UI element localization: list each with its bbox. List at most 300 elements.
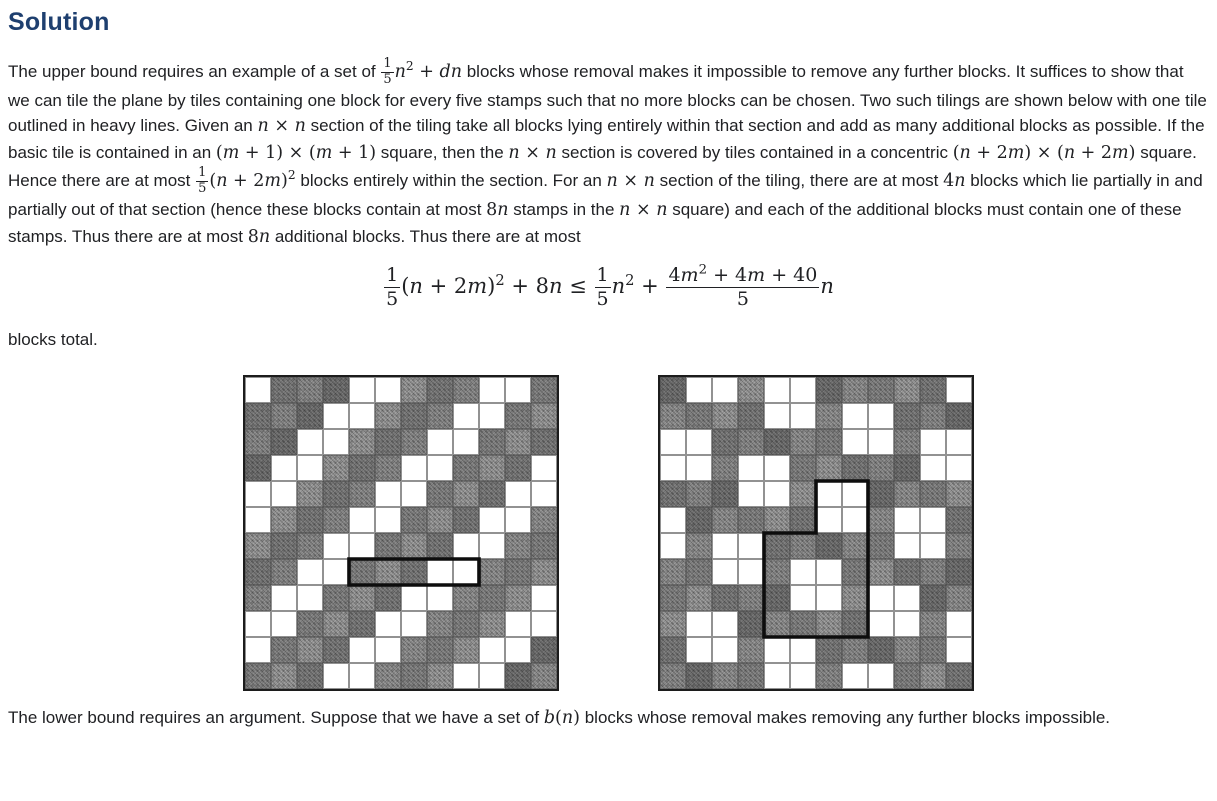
stamp-cell-white xyxy=(790,585,816,611)
stamp-cell-shaded xyxy=(946,533,972,559)
stamp-cell-shaded xyxy=(427,377,453,403)
stamp-cell-white xyxy=(686,377,712,403)
stamp-cell-white xyxy=(946,637,972,663)
stamp-cell-shaded xyxy=(660,663,686,689)
stamp-cell-shaded xyxy=(738,611,764,637)
stamp-cell-white xyxy=(427,585,453,611)
stamp-cell-white xyxy=(323,663,349,689)
stamp-cell-shaded xyxy=(245,455,271,481)
stamp-cell-white xyxy=(323,533,349,559)
stamp-cell-shaded xyxy=(894,403,920,429)
stamp-cell-shaded xyxy=(764,585,790,611)
stamp-cell-shaded xyxy=(764,611,790,637)
tiling-figures xyxy=(8,375,1209,691)
stamp-cell-shaded xyxy=(453,637,479,663)
stamp-cell-shaded xyxy=(790,533,816,559)
stamp-cell-shaded xyxy=(894,481,920,507)
stamp-cell-white xyxy=(712,559,738,585)
stamp-cell-shaded xyxy=(323,585,349,611)
stamp-cell-white xyxy=(297,559,323,585)
stamp-cell-white xyxy=(946,429,972,455)
stamp-cell-white xyxy=(764,637,790,663)
stamp-cell-shaded xyxy=(297,377,323,403)
stamp-cell-white xyxy=(505,377,531,403)
fraction: $\frac{1}{5}$ xyxy=(596,264,609,311)
stamp-cell-shaded xyxy=(764,507,790,533)
stamp-cell-shaded xyxy=(660,637,686,663)
stamp-cell-white xyxy=(816,507,842,533)
stamp-cell-shaded xyxy=(868,559,894,585)
stamp-cell-shaded xyxy=(427,403,453,429)
stamp-cell-shaded xyxy=(271,559,297,585)
stamp-cell-shaded xyxy=(245,559,271,585)
stamp-cell-white xyxy=(375,507,401,533)
stamp-cell-white xyxy=(349,663,375,689)
stamp-cell-shaded xyxy=(271,429,297,455)
inline-math: 4n xyxy=(943,171,966,192)
stamp-cell-white xyxy=(401,611,427,637)
stamp-cell-white xyxy=(920,533,946,559)
stamp-cell-white xyxy=(842,403,868,429)
stamp-cell-white xyxy=(453,429,479,455)
stamp-cell-shaded xyxy=(453,507,479,533)
stamp-cell-shaded xyxy=(920,377,946,403)
stamp-cell-white xyxy=(764,481,790,507)
stamp-cell-white xyxy=(479,637,505,663)
stamp-cell-white xyxy=(686,611,712,637)
stamp-cell-white xyxy=(453,663,479,689)
stamp-cell-white xyxy=(479,507,505,533)
stamp-cell-white xyxy=(868,585,894,611)
inline-math: (m + 1) × (m + 1) xyxy=(215,142,377,163)
stamp-cell-shaded xyxy=(271,403,297,429)
stamp-cell-shaded xyxy=(764,559,790,585)
stamp-cell-shaded xyxy=(790,481,816,507)
stamp-cell-shaded xyxy=(686,585,712,611)
stamp-cell-white xyxy=(453,533,479,559)
stamp-cell-shaded xyxy=(375,663,401,689)
stamp-cell-shaded xyxy=(349,585,375,611)
stamp-cell-white xyxy=(427,429,453,455)
stamp-cell-shaded xyxy=(894,455,920,481)
stamp-cell-shaded xyxy=(479,429,505,455)
stamp-cell-white xyxy=(479,663,505,689)
stamp-cell-shaded xyxy=(686,559,712,585)
stamp-cell-white xyxy=(686,429,712,455)
stamp-cell-shaded xyxy=(738,377,764,403)
stamp-cell-shaded xyxy=(660,559,686,585)
stamp-cell-shaded xyxy=(245,585,271,611)
stamp-cell-white xyxy=(531,611,557,637)
stamp-cell-white xyxy=(816,559,842,585)
stamp-cell-white xyxy=(349,533,375,559)
stamp-cell-white xyxy=(738,559,764,585)
stamp-cell-white xyxy=(790,663,816,689)
stamp-cell-shaded xyxy=(738,403,764,429)
stamp-cell-shaded xyxy=(453,377,479,403)
inline-math: b(n) xyxy=(543,708,580,729)
stamp-cell-shaded xyxy=(712,507,738,533)
stamp-cell-shaded xyxy=(790,507,816,533)
stamp-cell-shaded xyxy=(505,403,531,429)
stamp-cell-shaded xyxy=(427,507,453,533)
stamp-cell-shaded xyxy=(816,429,842,455)
stamp-cell-shaded xyxy=(920,403,946,429)
stamp-cell-shaded xyxy=(349,559,375,585)
stamp-cell-shaded xyxy=(297,507,323,533)
stamp-cell-shaded xyxy=(790,455,816,481)
page-title: Solution xyxy=(8,8,110,36)
stamp-cell-shaded xyxy=(842,611,868,637)
stamp-cell-shaded xyxy=(245,533,271,559)
stamp-cell-shaded xyxy=(712,585,738,611)
stamp-cell-white xyxy=(479,533,505,559)
stamp-cell-shaded xyxy=(349,611,375,637)
stamp-cell-shaded xyxy=(660,585,686,611)
stamp-cell-white xyxy=(894,585,920,611)
stamp-cell-white xyxy=(738,481,764,507)
stamp-cell-white xyxy=(660,533,686,559)
stamp-cell-white xyxy=(790,403,816,429)
stamp-cell-shaded xyxy=(946,507,972,533)
stamp-cell-white xyxy=(271,455,297,481)
stamp-cell-white xyxy=(764,403,790,429)
stamp-cell-white xyxy=(920,507,946,533)
stamp-cell-shaded xyxy=(531,507,557,533)
stamp-cell-shaded xyxy=(427,533,453,559)
stamp-cell-shaded xyxy=(816,637,842,663)
stamp-cell-shaded xyxy=(531,663,557,689)
stamp-cell-shaded xyxy=(920,559,946,585)
stamp-cell-white xyxy=(245,611,271,637)
stamp-cell-shaded xyxy=(271,637,297,663)
stamp-cell-white xyxy=(920,429,946,455)
paragraph-upper-bound: The upper bound requires an example of a set of $\frac{1}{5}$ $n^2$ + dn blocks whose removal makes it impossible to remove any further blocks. It suffices to show that we can tile the plane by tiles containing one block for every five stamps such that no more blocks can be chosen. Two such tilings are shown below with one tile outlined in heavy lines. Given an n × n section of the tiling take all blocks lying entirely within that section and add as many additional blocks as possible. If the basic tile is contained in an (m + 1) × (m + 1) square, then the n × n section is covered by tiles contained in a concentric (n + 2m) × (n + 2m) square. Hence there are at most $\frac{1}{5}$ $(n + 2m)^2$ blocks entirely within the section. For an n × n section of the tiling, there are at most 4n blocks which lie partially in and partially out of that section (hence these blocks contain at most 8n stamps in the n × n square) and each of the additional blocks must contain one of these stamps. Thus there are at most 8n additional blocks. Thus there are at most xyxy=(8,56,1207,247)
stamp-cell-shaded xyxy=(686,663,712,689)
stamp-cell-shaded xyxy=(375,429,401,455)
stamp-cell-white xyxy=(479,403,505,429)
stamp-cell-shaded xyxy=(401,637,427,663)
stamp-cell-shaded xyxy=(712,403,738,429)
stamp-cell-white xyxy=(894,611,920,637)
stamp-cell-shaded xyxy=(375,585,401,611)
stamp-cell-shaded xyxy=(427,611,453,637)
stamp-cell-white xyxy=(712,611,738,637)
inline-math: (n + 2m) × (n + 2m) xyxy=(952,142,1136,163)
stamp-cell-shaded xyxy=(453,611,479,637)
stamp-cell-shaded xyxy=(453,455,479,481)
stamp-cell-shaded xyxy=(894,637,920,663)
stamp-cell-shaded xyxy=(842,585,868,611)
stamp-cell-shaded xyxy=(946,663,972,689)
stamp-cell-shaded xyxy=(531,403,557,429)
stamp-cell-shaded xyxy=(427,637,453,663)
stamp-cell-white xyxy=(868,403,894,429)
stamp-cell-white xyxy=(868,611,894,637)
stamp-cell-shaded xyxy=(764,429,790,455)
stamp-cell-shaded xyxy=(271,507,297,533)
stamp-cell-white xyxy=(245,481,271,507)
stamp-cell-white xyxy=(738,533,764,559)
stamp-cell-shaded xyxy=(297,403,323,429)
stamp-cell-shaded xyxy=(401,533,427,559)
stamp-cell-shaded xyxy=(842,637,868,663)
stamp-cell-white xyxy=(401,481,427,507)
stamp-cell-white xyxy=(946,455,972,481)
stamp-cell-shaded xyxy=(401,559,427,585)
stamp-cell-shaded xyxy=(946,403,972,429)
stamp-cell-white xyxy=(245,377,271,403)
fraction: $\frac{1}{5}$ xyxy=(198,165,207,197)
stamp-cell-shaded xyxy=(531,637,557,663)
stamp-cell-white xyxy=(271,481,297,507)
stamp-cell-shaded xyxy=(323,481,349,507)
stamp-cell-shaded xyxy=(427,663,453,689)
stamp-cell-shaded xyxy=(401,507,427,533)
displayed-equation xyxy=(8,264,1209,311)
stamp-cell-white xyxy=(816,481,842,507)
inline-math: n xyxy=(820,274,834,299)
inline-math: 8n xyxy=(247,226,271,247)
stamp-cell-white xyxy=(453,403,479,429)
paragraph-blocks-total: blocks total. xyxy=(8,329,98,349)
stamp-cell-white xyxy=(349,403,375,429)
stamp-cell-white xyxy=(660,455,686,481)
stamp-cell-shaded xyxy=(375,559,401,585)
stamp-cell-white xyxy=(946,377,972,403)
stamp-cell-shaded xyxy=(349,455,375,481)
stamp-cell-shaded xyxy=(505,585,531,611)
stamp-cell-white xyxy=(297,455,323,481)
stamp-cell-shaded xyxy=(531,429,557,455)
stamp-cell-white xyxy=(375,611,401,637)
stamp-cell-shaded xyxy=(712,481,738,507)
inline-math: n × n xyxy=(508,142,557,163)
stamp-cell-shaded xyxy=(401,377,427,403)
stamp-cell-shaded xyxy=(660,403,686,429)
inline-math: n × n xyxy=(606,171,655,192)
stamp-cell-shaded xyxy=(271,377,297,403)
stamp-cell-white xyxy=(401,585,427,611)
paragraph-lower-bound: The lower bound requires an argument. Suppose that we have a set of b(n) blocks whose removal makes removing any further blocks impossible. xyxy=(8,708,1111,729)
stamp-cell-shaded xyxy=(868,481,894,507)
stamp-cell-white xyxy=(297,429,323,455)
stamp-cell-white xyxy=(842,663,868,689)
stamp-cell-shaded xyxy=(505,663,531,689)
stamp-cell-shaded xyxy=(712,429,738,455)
stamp-cell-shaded xyxy=(297,611,323,637)
stamp-cell-shaded xyxy=(271,663,297,689)
stamp-cell-shaded xyxy=(297,533,323,559)
stamp-cell-shaded xyxy=(868,377,894,403)
stamp-cell-white xyxy=(375,637,401,663)
stamp-cell-shaded xyxy=(894,429,920,455)
stamp-cell-white xyxy=(271,611,297,637)
stamp-cell-shaded xyxy=(764,533,790,559)
stamp-cell-shaded xyxy=(531,377,557,403)
stamp-cell-white xyxy=(453,559,479,585)
stamp-cell-white xyxy=(660,429,686,455)
stamp-cell-white xyxy=(764,377,790,403)
stamp-cell-shaded xyxy=(738,429,764,455)
stamp-cell-shaded xyxy=(323,377,349,403)
stamp-cell-shaded xyxy=(894,663,920,689)
stamp-cell-white xyxy=(427,559,453,585)
stamp-cell-white xyxy=(271,585,297,611)
inline-math: n × n xyxy=(619,200,668,221)
stamp-cell-white xyxy=(868,429,894,455)
stamp-cell-shaded xyxy=(816,663,842,689)
stamp-cell-white xyxy=(401,455,427,481)
stamp-cell-shaded xyxy=(686,403,712,429)
stamp-cell-white xyxy=(738,455,764,481)
stamp-cell-shaded xyxy=(427,481,453,507)
stamp-cell-shaded xyxy=(479,585,505,611)
stamp-cell-white xyxy=(816,585,842,611)
stamp-cell-shaded xyxy=(323,455,349,481)
stamp-cell-shaded xyxy=(297,481,323,507)
stamp-cell-shaded xyxy=(712,455,738,481)
stamp-cell-shaded xyxy=(920,481,946,507)
stamp-cell-white xyxy=(505,611,531,637)
stamp-cell-shaded xyxy=(453,585,479,611)
stamp-cell-shaded xyxy=(686,507,712,533)
inline-math: n × n xyxy=(257,116,306,137)
inline-math: 8n xyxy=(486,200,509,221)
stamp-cell-white xyxy=(842,481,868,507)
stamp-cell-shaded xyxy=(271,533,297,559)
stamp-cell-white xyxy=(531,585,557,611)
stamp-cell-white xyxy=(427,455,453,481)
stamp-cell-shaded xyxy=(349,429,375,455)
stamp-cell-shaded xyxy=(894,559,920,585)
stamp-cell-white xyxy=(686,455,712,481)
stamp-cell-shaded xyxy=(686,481,712,507)
stamp-cell-shaded xyxy=(790,429,816,455)
stamp-cell-shaded xyxy=(712,663,738,689)
tiling-figure-1 xyxy=(243,375,559,691)
stamp-cell-shaded xyxy=(816,403,842,429)
stamp-cell-white xyxy=(946,611,972,637)
stamp-cell-white xyxy=(894,533,920,559)
stamp-cell-shaded xyxy=(738,507,764,533)
stamp-cell-shaded xyxy=(245,429,271,455)
inline-math: $(n + 2m)^2$ xyxy=(209,168,296,192)
stamp-cell-shaded xyxy=(479,611,505,637)
stamp-cell-shaded xyxy=(686,533,712,559)
fraction: $\frac{1}{5}$ xyxy=(383,56,392,87)
stamp-cell-white xyxy=(790,637,816,663)
stamp-cell-white xyxy=(790,559,816,585)
stamp-cell-shaded xyxy=(946,585,972,611)
inline-math: $(n + 2m)^2 + 8n$ ≤ xyxy=(401,272,594,299)
stamp-cell-white xyxy=(712,533,738,559)
stamp-cell-white xyxy=(712,637,738,663)
stamp-cell-shaded xyxy=(401,663,427,689)
fraction: $\frac{1}{5}$ xyxy=(386,264,399,311)
stamp-cell-shaded xyxy=(323,611,349,637)
stamp-cell-shaded xyxy=(868,637,894,663)
stamp-cell-shaded xyxy=(790,611,816,637)
stamp-cell-shaded xyxy=(323,637,349,663)
stamp-cell-shaded xyxy=(660,377,686,403)
tiling-figure-2 xyxy=(658,375,974,691)
stamp-cell-shaded xyxy=(738,663,764,689)
stamp-cell-shaded xyxy=(920,585,946,611)
stamp-cell-shaded xyxy=(479,559,505,585)
stamp-cell-shaded xyxy=(816,455,842,481)
stamp-cell-white xyxy=(245,507,271,533)
stamp-cell-shaded xyxy=(401,403,427,429)
stamp-cell-shaded xyxy=(531,533,557,559)
stamp-cell-white xyxy=(349,507,375,533)
stamp-cell-shaded xyxy=(816,611,842,637)
stamp-cell-shaded xyxy=(349,481,375,507)
stamp-cell-shaded xyxy=(660,481,686,507)
stamp-cell-white xyxy=(505,481,531,507)
stamp-cell-white xyxy=(245,637,271,663)
stamp-cell-white xyxy=(531,455,557,481)
stamp-cell-shaded xyxy=(531,559,557,585)
stamp-cell-white xyxy=(868,663,894,689)
stamp-cell-white xyxy=(920,455,946,481)
stamp-cell-shaded xyxy=(479,455,505,481)
stamp-cell-white xyxy=(349,377,375,403)
stamp-cell-shaded xyxy=(297,637,323,663)
stamp-cell-shaded xyxy=(660,611,686,637)
stamp-cell-white xyxy=(479,377,505,403)
stamp-cell-shaded xyxy=(505,559,531,585)
stamp-cell-shaded xyxy=(505,429,531,455)
inline-math: $n^2$ + xyxy=(611,272,666,299)
stamp-cell-shaded xyxy=(920,637,946,663)
stamp-cell-shaded xyxy=(505,455,531,481)
stamp-cell-shaded xyxy=(453,481,479,507)
stamp-cell-shaded xyxy=(946,481,972,507)
stamp-cell-shaded xyxy=(375,455,401,481)
stamp-cell-shaded xyxy=(868,533,894,559)
stamp-cell-shaded xyxy=(946,559,972,585)
stamp-cell-white xyxy=(686,637,712,663)
stamp-cell-white xyxy=(790,377,816,403)
stamp-cell-shaded xyxy=(245,403,271,429)
stamp-cell-shaded xyxy=(479,481,505,507)
stamp-cell-white xyxy=(894,507,920,533)
stamp-cell-shaded xyxy=(842,533,868,559)
stamp-cell-white xyxy=(323,559,349,585)
stamp-cell-shaded xyxy=(738,637,764,663)
stamp-cell-white xyxy=(297,585,323,611)
stamp-cell-white xyxy=(375,377,401,403)
stamp-cell-shaded xyxy=(738,585,764,611)
stamp-cell-shaded xyxy=(375,533,401,559)
stamp-cell-shaded xyxy=(401,429,427,455)
stamp-cell-white xyxy=(712,377,738,403)
inline-math: $n^2$ + dn xyxy=(394,59,462,82)
stamp-cell-white xyxy=(505,507,531,533)
stamp-cell-white xyxy=(660,507,686,533)
stamp-cell-white xyxy=(764,455,790,481)
fraction: $\frac{4m^2 + 4m + 40}{5}$ xyxy=(668,262,818,311)
stamp-cell-shaded xyxy=(842,377,868,403)
stamp-cell-shaded xyxy=(868,507,894,533)
stamp-cell-shaded xyxy=(816,533,842,559)
stamp-cell-white xyxy=(531,481,557,507)
stamp-cell-shaded xyxy=(245,663,271,689)
stamp-cell-white xyxy=(842,429,868,455)
stamp-cell-shaded xyxy=(375,403,401,429)
stamp-cell-shaded xyxy=(816,377,842,403)
